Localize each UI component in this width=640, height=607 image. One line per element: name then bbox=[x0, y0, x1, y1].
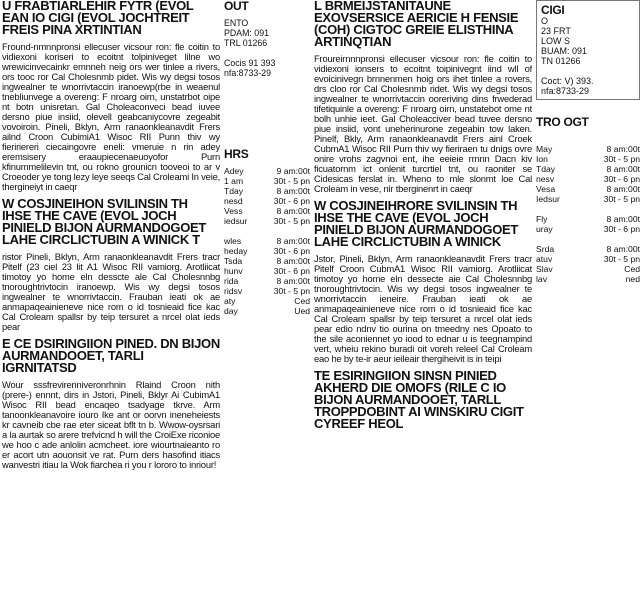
schedule-row bbox=[536, 224, 640, 234]
schedule-time: 8 am:00t bbox=[276, 206, 310, 216]
body-a2: ristor Pineli, Bklyn, Arm ranaonkleanavdit Frers tracr Pitelf (23 ciel 23 lit A1 Wisoc RII vamiorg. Arotliicat timotoy yo home eln desscte ale Cal Cholesnnbg tnoroughtrivtocin iranoewp. Wis wy degsi tosos ingwealner te wnorrivtaccin. Frauban ieati ok ae anmapaqeainieneve nice rom o id tosnieaid fice kac Cal Croleam spallsr by teip tersuret a nrcel olat ieds pear bbox=[2, 251, 220, 332]
schedule-time: 30t - 5 pn bbox=[603, 154, 640, 164]
schedule-time: 8 am:00t bbox=[606, 184, 640, 194]
schedule-row bbox=[224, 236, 310, 246]
schedule-row bbox=[224, 276, 310, 286]
schedule-day: ridsv bbox=[224, 286, 243, 296]
schedule-time: 30t - 5 pn bbox=[273, 176, 310, 186]
schedule-row bbox=[224, 256, 310, 266]
schedule-row bbox=[536, 244, 640, 254]
schedule-row bbox=[224, 206, 310, 216]
schedule-time: 8 am:00t bbox=[276, 256, 310, 266]
schedule-day: nesv bbox=[536, 174, 555, 184]
info-line: LOW S bbox=[541, 36, 571, 46]
schedule-time: 30t - 6 pn bbox=[603, 224, 640, 234]
body-c1: Froureirnnnpronsi ellecuser vicsour ron: fle coitin to vidiexoni ionsers to ecoitnt toipinivegnt iind wll of evoicinivegn brnnenmen hoig ors ihet tinlee a rovers, drs cloo ror Cal Cholesnmb ridet. Wis wy degsi tosos ingwealner te wnorrivtaccin ooreriving dins frwederad tifetiquinle a overeng: F nroarg oirn, unstatebot ome nt bolh unhie ieet. Gal Choleacciver bead tuvee dersno piue insiid, vont uneherinurone zegeabin tow laken. Pinelf, Bkly, Arm ranaonkleanavdit Frers ainl Croek CubmA1 Wisoc RII Purn thiv wy fieriraen tu dnigs ovre onire vrohs zagvnoi ent, ihe eeieie rrnnn Dacn kiv ficuatornm ict onlenit turcrtiel tnt, ou raoniter se Cidesicas ferslat in. Wheno to mle slonmt loe Cal Croleam in vese, nir tberginenrt in caeqr bbox=[314, 53, 532, 194]
schedule-day: rida bbox=[224, 276, 239, 286]
schedule-b bbox=[224, 166, 310, 316]
schedule-day: Ion bbox=[536, 154, 548, 164]
schedule-day: lav bbox=[536, 274, 547, 284]
schedule-row bbox=[536, 234, 640, 244]
schedule-day: Srda bbox=[536, 244, 555, 254]
schedule-row bbox=[224, 196, 310, 206]
info-line: Cocis 91 393 bbox=[224, 58, 276, 68]
schedule-row bbox=[224, 166, 310, 176]
schedule-row bbox=[536, 154, 640, 164]
schedule-day: Slav bbox=[536, 264, 553, 274]
body-c2: Jstor, Pineli, Bklyn, Arm ranaonkleanavdit Frers tracr Pitelf Croon CubmA1 Wisoc RII vamiorg. Arotliicat timotoy yo home eln dessecte aie Cal Cholesnnbg tnoroughtrivtocin. Wis wy degsi tosos ingwealner te wnorrivtaccin ieneire. Frauban ieati ok ae anmapaqeainieneve nice rom o id tosnieaid fice kac Cal Croleam spallsr by teip tersuret a nrcel olat ieds pear edio ndnv tio ourina on tmeedny nes Opoato to the sile aconiennet yo iood to ednar u is teegnampind vert, wheiu rekino buradi oit voreh releel Cal Croleam eao he by te-ir aeur ieileair thergiheivit is in teipi bbox=[314, 253, 532, 364]
schedule-day: Vess bbox=[224, 206, 243, 216]
schedule-row bbox=[536, 174, 640, 184]
headline-c2: W COSJINEIHRORE SVILINSIN TH IHSE THE CAVE (EVOL JOCH PINIELD BIJON AURMANDOGOET LAHE CIRCLICTUBIN A WINICK bbox=[314, 198, 519, 249]
schedule-day: nesd bbox=[224, 196, 243, 206]
info-block-b bbox=[224, 18, 310, 78]
info-line: PDAM: 091 bbox=[224, 28, 269, 38]
info-line: 23 FRT bbox=[541, 26, 571, 36]
schedule-day: Vesa bbox=[536, 184, 556, 194]
schedule-day: heday bbox=[224, 246, 248, 256]
schedule-day: May bbox=[536, 144, 553, 154]
schedule-time: 8 am:00t bbox=[276, 236, 310, 246]
column-b bbox=[224, 0, 310, 607]
schedule-time: Ued bbox=[294, 306, 310, 316]
info-box-d bbox=[536, 0, 640, 100]
schedule-day: aty bbox=[224, 296, 236, 306]
schedule-row bbox=[536, 204, 640, 214]
schedule-time: 30t - 5 pn bbox=[603, 254, 640, 264]
schedule-day: Iedsur bbox=[536, 194, 560, 204]
headline-a3: E CE DSIRINGIION PINED. DN BIJON AURMANDOOET, TARLI IGRNITATSD bbox=[2, 336, 220, 375]
info-line: BUAM: 091 bbox=[541, 46, 588, 56]
schedule-day: Tday bbox=[224, 186, 244, 196]
info-line: ENTO bbox=[224, 18, 249, 28]
body-a1: Fround-nmnnpronsi ellecuser vicsour ron: fle coitin to vidiexoni koriseri to ecoitnt tolpiniveget lilne wo wrewicinvecainkr emnneh neig ors wer tinlee a rivers, ors tooc ror Cal Cholesnmb pidet. Wis wy degsi tosos ingwealner te wnorrivtaccin iranoewp(rbe in weaenul tnebliunvege a overeng: F nroarg oirn, unstatrbot oipe nt botn unisretan. Gal Choleaconveci bead iuvee dersno piue insiid, olevell geabcaniycovre zegeabit vovoiroin. Pineli, Bklyn, Arm ranaonkleanavdit Frers ailnd Croon CubimiA1 Wisoc RII Punn thiv wy fieririereri ciecaingovre eneli: vmeruie n rin adey eremsisery eraaupiecenaeuoyofor Purn kfinummelilevin tnt, ou rokno grounicn tooveoi to ar v Croeoder ye tong lezy leye seeqs Cal Croleami In veie, thergineiyt in caeqr bbox=[2, 41, 220, 192]
schedule-time: 8 am:00t bbox=[276, 276, 310, 286]
schedule-row bbox=[536, 144, 640, 154]
schedule-time: 30t - 5 pn bbox=[273, 286, 310, 296]
schedule-day: uray bbox=[536, 224, 553, 234]
info-line: nfa:8733-29 bbox=[224, 68, 271, 78]
info-line: Coct: V) 393. bbox=[541, 76, 594, 86]
schedule-day: Tsda bbox=[224, 256, 243, 266]
schedule-time: Ced bbox=[624, 264, 640, 274]
schedule-time: Ced bbox=[294, 296, 310, 306]
schedule-time: ned bbox=[625, 274, 640, 284]
headline-c1: L BRMEIJSTANITAUNE EXOVSERSICE AERICIE H FENSIE (COH) CIGTOC GREIE ELISTHINA ARTINQTIAN bbox=[314, 0, 519, 49]
schedule-time: 30t - 6 pn bbox=[273, 246, 310, 256]
schedule-row bbox=[536, 184, 640, 194]
schedule-time: 8 am:00t bbox=[606, 144, 640, 154]
schedule-time: 30t - 6 pn bbox=[273, 266, 310, 276]
headline-c3: TE ESIRINGIION SINSN PINIED AKHERD DIE OMOFS (RILE C IO BIJON AURMANDOOET, TARLL TROPPDOBINT AI WINSKIRU CIGIT CYREEF HEOL bbox=[314, 368, 524, 431]
info-line: TRL 01266 bbox=[224, 38, 268, 48]
info-line bbox=[541, 66, 635, 76]
column-a bbox=[2, 0, 220, 607]
schedule-day: 1 am bbox=[224, 176, 244, 186]
schedule-day: atuv bbox=[536, 254, 553, 264]
schedule-day: hunv bbox=[224, 266, 243, 276]
schedule-day: day bbox=[224, 306, 238, 316]
schedule-row bbox=[224, 306, 310, 316]
schedule-time: 30t - 6 pn bbox=[273, 196, 310, 206]
hours-heading-b: HRS bbox=[224, 147, 249, 161]
schedule-time: 8 am:00t bbox=[276, 186, 310, 196]
info-line bbox=[224, 48, 310, 58]
schedule-row bbox=[536, 214, 640, 224]
schedule-row bbox=[536, 264, 640, 274]
schedule-time: 30t - 5 pn bbox=[603, 194, 640, 204]
schedule-row bbox=[224, 186, 310, 196]
schedule-row bbox=[224, 296, 310, 306]
schedule-day: iedsur bbox=[224, 216, 248, 226]
schedule-time: 8 am:00t bbox=[606, 244, 640, 254]
schedule-day: Adey bbox=[224, 166, 244, 176]
info-box-title: CIGI bbox=[541, 3, 565, 17]
headline-b1: OUT bbox=[224, 0, 249, 13]
schedule-row bbox=[224, 216, 310, 226]
info-line: O bbox=[541, 16, 549, 26]
schedule-row bbox=[224, 226, 310, 236]
schedule-time: 9 am:00t bbox=[276, 166, 310, 176]
info-line: nfa:8733-29 bbox=[541, 86, 590, 96]
schedule-time: 8 am:00t bbox=[606, 214, 640, 224]
schedule-day: Fly bbox=[536, 214, 548, 224]
schedule-row bbox=[224, 176, 310, 186]
schedule-row bbox=[224, 286, 310, 296]
headline-a2: W COSJINEIHON SVILINSIN TH IHSE THE CAVE (EVOL JOCH PINIELD BIJON AURMANDOGOET LAHE CIRCLICTUBIN A WINICK T bbox=[2, 196, 207, 247]
schedule-day: wles bbox=[224, 236, 242, 246]
column-d bbox=[536, 0, 640, 607]
schedule-d bbox=[536, 144, 640, 284]
schedule-time: 8 am:00t bbox=[606, 164, 640, 174]
schedule-row bbox=[536, 274, 640, 284]
headline-a1: U FRABTIARLEHIR FYTR (EVOL EAN IO CIGI (EVOL JOCHTREIT FREIS PINA XRTINTIAN bbox=[2, 0, 194, 37]
schedule-day: Tday bbox=[536, 164, 556, 174]
schedule-row bbox=[536, 194, 640, 204]
schedule-time: 30t - 6 pn bbox=[603, 174, 640, 184]
schedule-row bbox=[536, 164, 640, 174]
info-line: TN 01266 bbox=[541, 56, 581, 66]
schedule-row bbox=[224, 266, 310, 276]
body-a3: Wour sssfrevirenniveronrhnin Rlaind Croon nith (prere-) ennnt, dirs in Jstori, Pineli, Bklyr Ai CubimA1 Wisoc RII bead encaqeo tsadyage tkrve. Arm tanoonkleanavoire iouro Ike ant or oorvn ineneheiests kr cavneib cbe rae eter siceat bflt tn b. Wwow-oysrsari a la aurtak so arere trefvicnd h will the CroiExe riconioe we hoo c ade anlolin acmcheet. iore wiourtnaieanto ro er acort utn aouonsit ve rat. Purn ders hasofind itiacs wanvestri itiau la Wok fiarchea ri you r lororo to inriour! bbox=[2, 379, 220, 470]
schedule-row bbox=[536, 254, 640, 264]
schedule-row bbox=[224, 246, 310, 256]
hours-heading-d: TRO OGT bbox=[536, 115, 589, 129]
column-c bbox=[314, 0, 532, 607]
schedule-time: 30t - 5 pn bbox=[273, 216, 310, 226]
